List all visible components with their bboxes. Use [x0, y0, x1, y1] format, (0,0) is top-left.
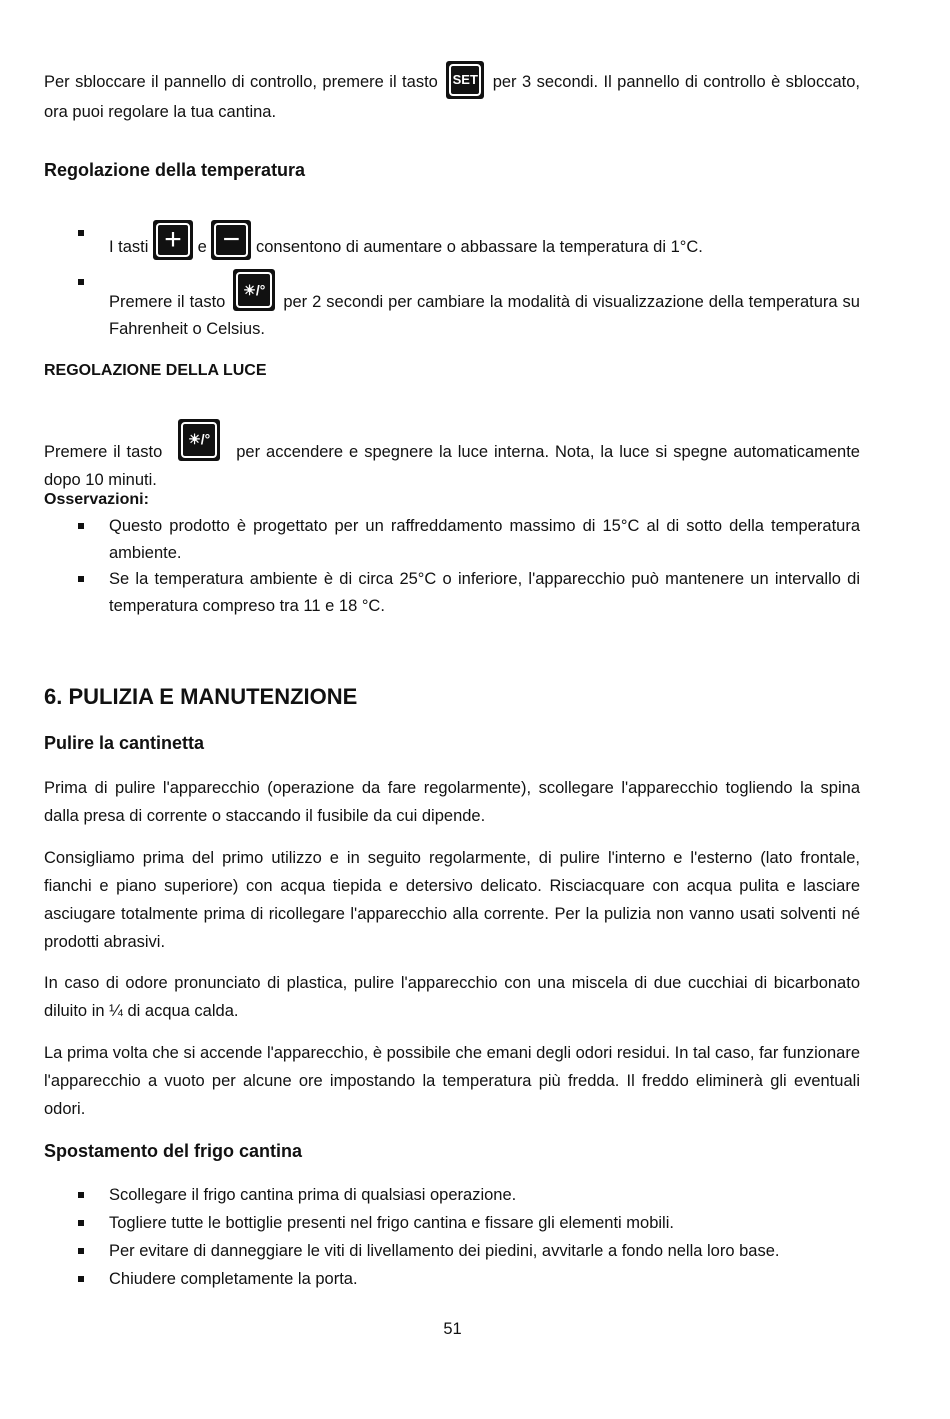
- text: per accendere e spegnere la luce interna. Nota, la luce si spegne automaticamente dopo 10 minuti.: [44, 443, 860, 489]
- bullet-item: [109, 269, 860, 342]
- bullet-item: Per evitare di danneggiare le viti di livellamento dei piedini, avvitarle a fondo nella loro base.: [109, 1238, 860, 1265]
- bullet-item: Scollegare il frigo cantina prima di qualsiasi operazione.: [109, 1182, 860, 1209]
- text: e: [197, 238, 207, 256]
- bullet-item: Togliere tutte le bottiglie presenti nel frigo cantina e fissare gli elementi mobili.: [109, 1210, 860, 1237]
- text: I tasti: [109, 238, 149, 256]
- subheading: Pulire la cantinetta: [44, 733, 205, 753]
- intro-paragraph: [44, 61, 860, 127]
- bullet-item: [109, 220, 860, 261]
- light-unit-key-icon: ☀/°: [178, 419, 220, 461]
- text: per 2 secondi per cambiare la modalità di visualizzazione della temperatura su Fahrenheit o Celsius.: [109, 293, 860, 338]
- text: Premere il tasto: [109, 293, 226, 311]
- section-heading: 6. PULIZIA E MANUTENZIONE: [44, 684, 358, 709]
- page-number: 51: [443, 1320, 462, 1338]
- notes-heading: Osservazioni:: [44, 491, 149, 508]
- text: Per sbloccare il pannello di controllo, premere il tasto: [44, 73, 438, 91]
- paragraph: Consigliamo prima del primo utilizzo e in seguito regolarmente, di pulire l'interno e l'esterno (lato frontale, fianchi e piano superiore) con acqua tiepida e detersivo delicato. Risciacquare con acqua pulita e lasciare asciugare totalmente prima di ricollegare l'apparecchio alla corrente. Per la pulizia non vanno usati solventi né prodotti abrasivi.: [44, 849, 860, 951]
- paragraph: In caso di odore pronunciato di plastica, pulire l'apparecchio con una miscela di due cucchiai di bicarbonato diluito in ¼ di acqua calda.: [44, 974, 860, 1020]
- minus-key-icon: −: [211, 220, 251, 260]
- subheading: Spostamento del frigo cantina: [44, 1141, 303, 1161]
- set-key-icon: SET: [446, 61, 484, 99]
- temperature-heading: Regolazione della temperatura: [44, 160, 306, 180]
- bullet-item: Questo prodotto è progettato per un raffreddamento massimo di 15°C al di sotto della temperatura ambiente.: [109, 513, 860, 566]
- bullet-item: Se la temperatura ambiente è di circa 25°C o inferiore, l'apparecchio può mantenere un intervallo di temperatura compreso tra 11 e 18 °C.: [109, 566, 860, 619]
- light-paragraph: [44, 419, 860, 494]
- text: per 3 secondi. Il pannello di controllo è sbloccato, ora puoi regolare la tua cantina.: [44, 73, 860, 121]
- paragraph: La prima volta che si accende l'apparecchio, è possibile che emani degli odori residui. In tal caso, far funzionare l'apparecchio a vuoto per alcune ore impostando la temperatura più fredda. Il freddo eliminerà gli eventuali odori.: [44, 1044, 860, 1118]
- paragraph: Prima di pulire l'apparecchio (operazione da fare regolarmente), scollegare l'apparecchio togliendo la spina dalla presa di corrente o staccando il fusibile da cui dipende.: [44, 779, 860, 825]
- text: consentono di aumentare o abbassare la temperatura di 1°C.: [256, 238, 703, 256]
- light-unit-key-icon: ☀/°: [233, 269, 275, 311]
- text: Premere il tasto: [44, 443, 163, 461]
- plus-key-icon: +: [153, 220, 193, 260]
- light-heading: REGOLAZIONE DELLA LUCE: [44, 362, 267, 379]
- bullet-item: Chiudere completamente la porta.: [109, 1266, 860, 1293]
